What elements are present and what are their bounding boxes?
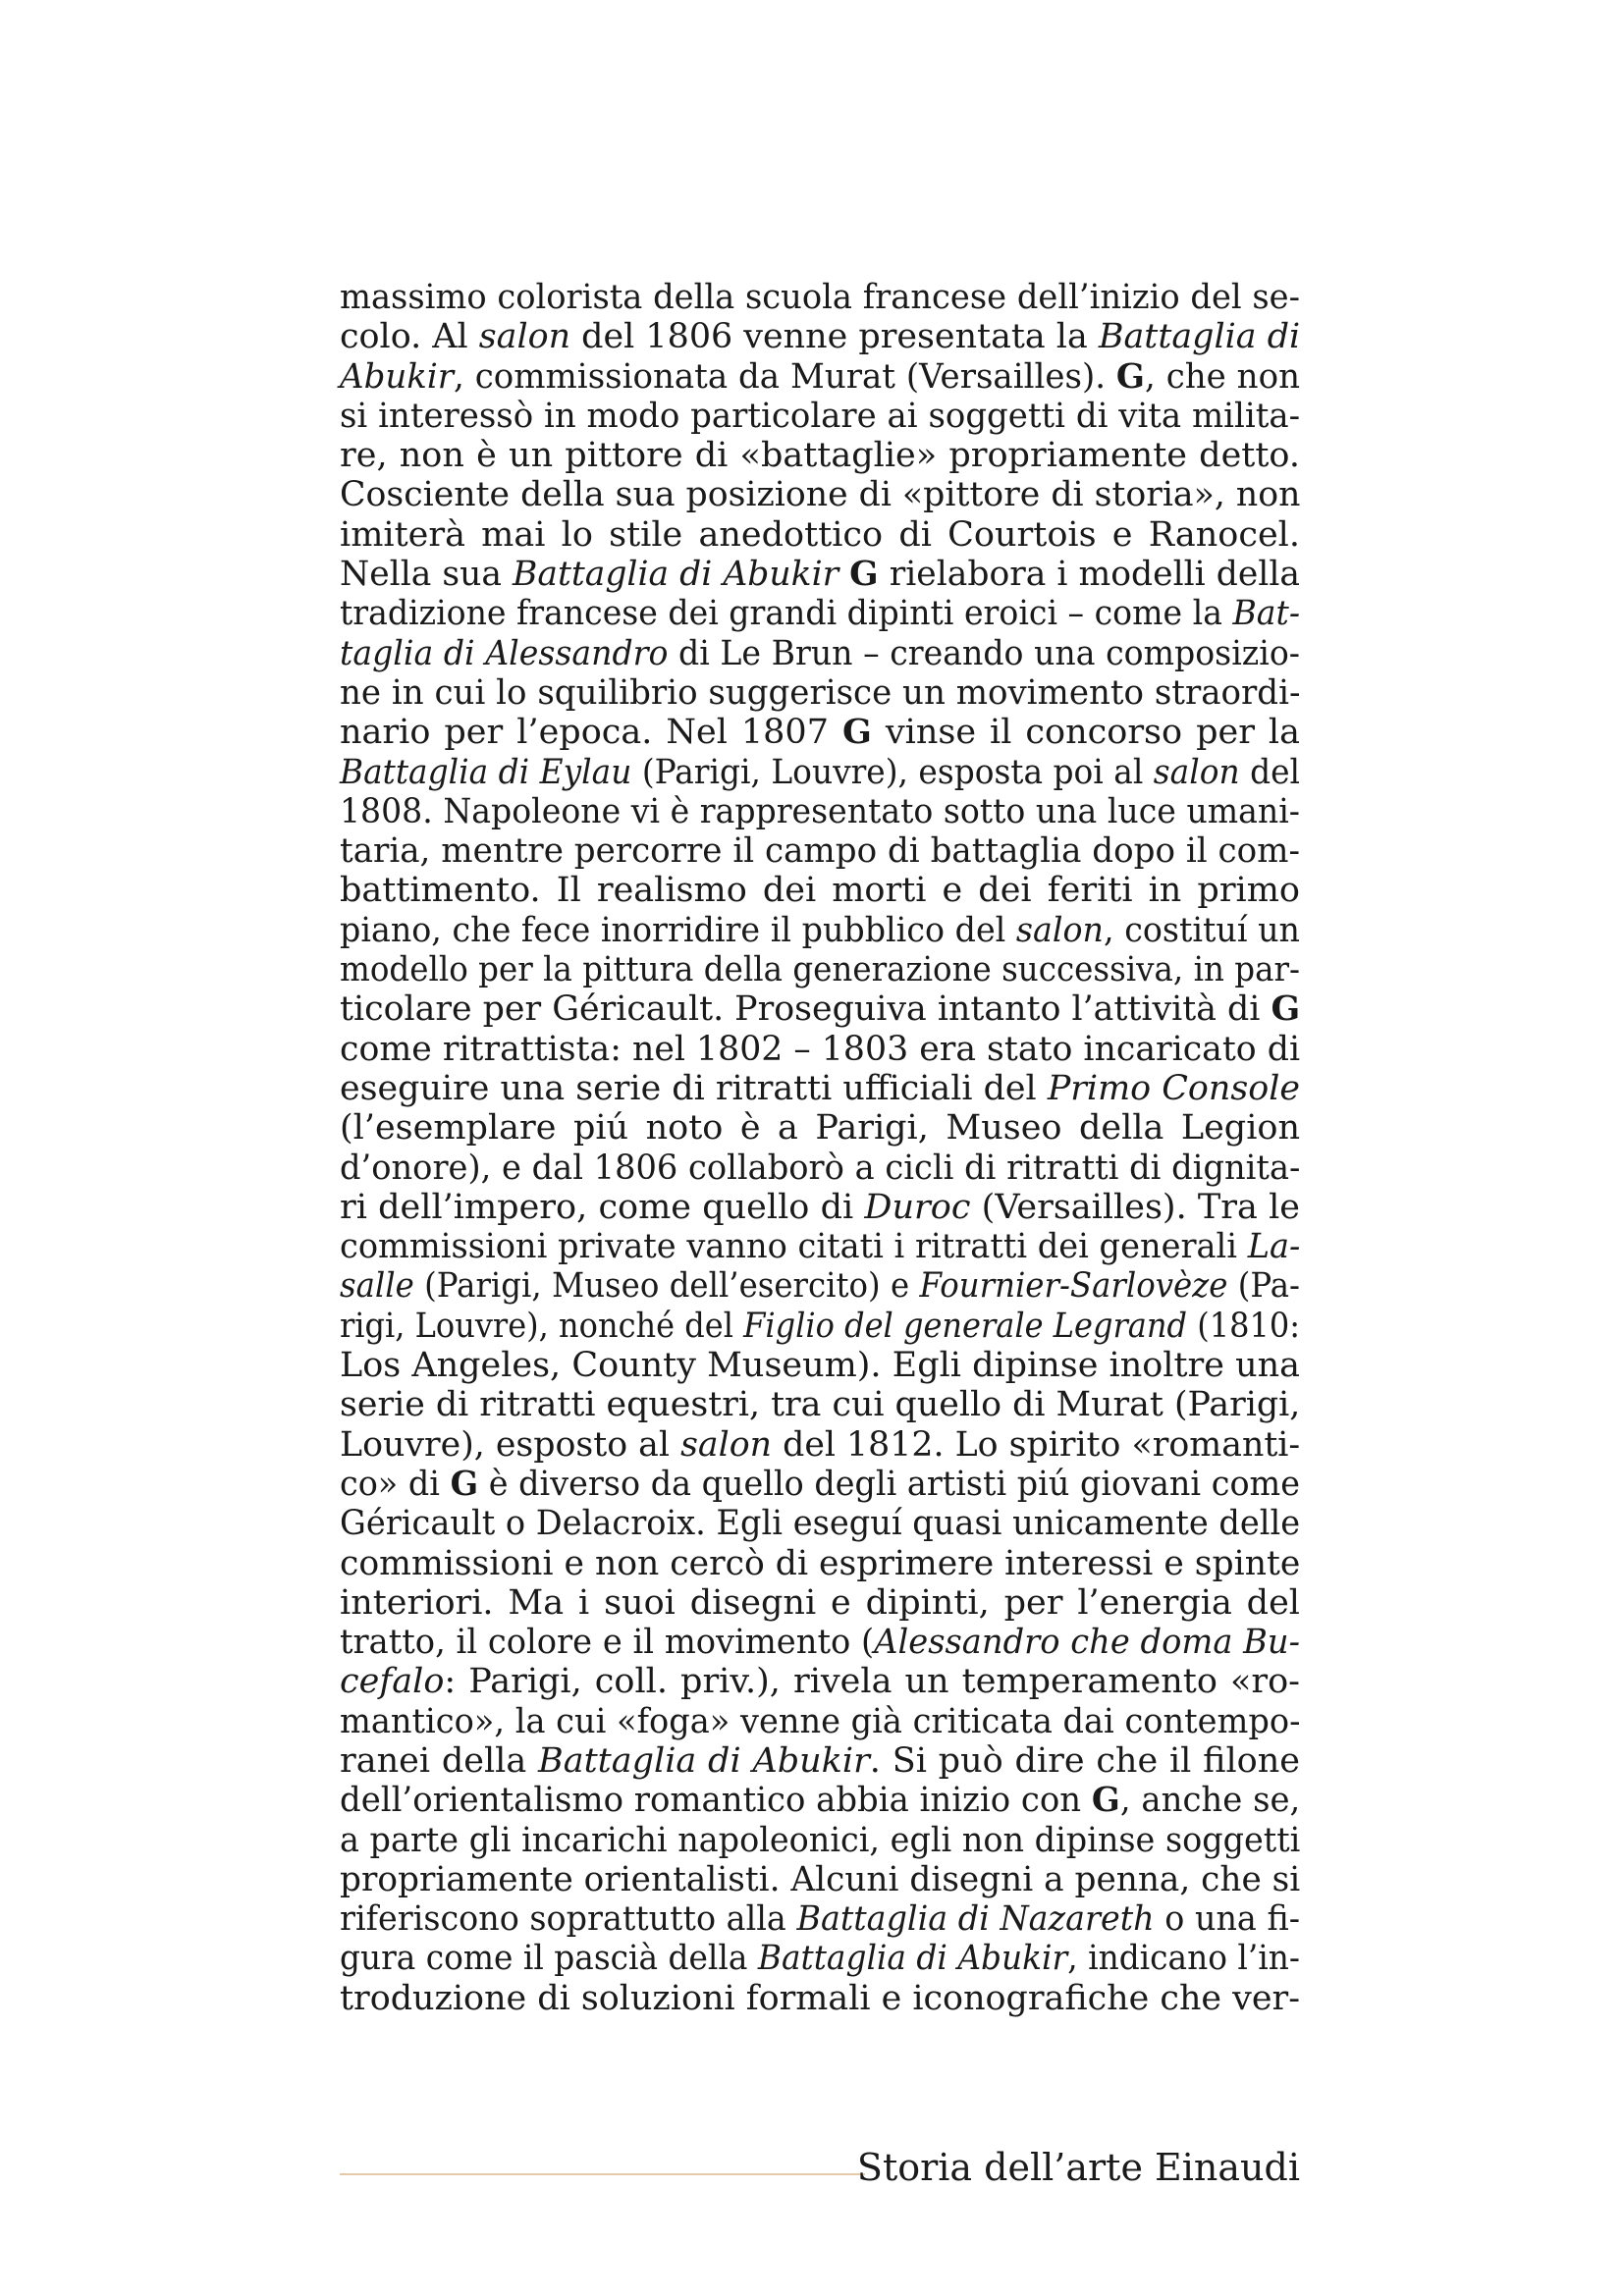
text-line xyxy=(340,436,1300,475)
text-line xyxy=(340,1662,1300,1701)
text-run: : Parigi, coll. priv.), rivela un temperamento «ro- xyxy=(444,1662,1300,1702)
text-run: si interessò in modo particolare ai soggetti di vita milita- xyxy=(340,396,1301,436)
text-run: del 1812. Lo spirito «romanti- xyxy=(772,1424,1301,1465)
text-line xyxy=(340,673,1300,713)
italic-text: Battaglia di Eylau xyxy=(340,752,632,792)
text-line xyxy=(340,1030,1300,1069)
text-line xyxy=(340,1108,1300,1148)
text-line xyxy=(340,1860,1300,1899)
text-run: , anche se, xyxy=(1119,1781,1301,1821)
text-line xyxy=(340,1899,1300,1939)
footer-rule xyxy=(340,2173,865,2175)
text-line xyxy=(340,989,1300,1029)
text-run: ne in cui lo squilibrio suggerisce un movimento straordi- xyxy=(340,672,1301,713)
text-run: eseguire una serie di ritratti ufficiali del xyxy=(340,1068,1048,1108)
italic-text: La- xyxy=(1247,1227,1301,1267)
text-run: colo. Al xyxy=(340,317,479,357)
italic-text: Battaglia di Abukir xyxy=(538,1740,870,1781)
text-run: a parte gli incarichi napoleonici, egli non dipinse soggetti xyxy=(340,1820,1301,1860)
text-run xyxy=(839,555,849,594)
text-line xyxy=(340,1979,1300,2018)
text-run: di Le Brun – creando una composizio- xyxy=(668,633,1300,673)
text-run: . Si può dire che il filone xyxy=(869,1740,1301,1781)
italic-text: Alessandro che doma Bu- xyxy=(874,1623,1301,1663)
text-line xyxy=(340,1939,1300,1978)
text-line xyxy=(340,555,1300,594)
text-line xyxy=(340,1266,1300,1306)
text-run: riferiscono soprattutto alla xyxy=(340,1899,797,1940)
text-line xyxy=(340,792,1300,831)
text-line xyxy=(340,911,1300,950)
italic-text: salle xyxy=(340,1266,414,1307)
text-line xyxy=(340,713,1300,752)
italic-text: Battaglia di Nazareth xyxy=(796,1899,1155,1940)
bold-text: G xyxy=(1115,355,1145,397)
text-line xyxy=(340,1307,1300,1346)
text-line xyxy=(340,317,1300,356)
text-run: tradizione francese dei grandi dipinti eroici – come la xyxy=(340,594,1233,634)
text-run: gura come il pascià della xyxy=(340,1939,758,1979)
text-line xyxy=(340,1188,1300,1227)
text-line xyxy=(340,1544,1300,1583)
text-run: (1810: xyxy=(1187,1306,1300,1346)
text-line xyxy=(340,1623,1300,1662)
bold-text: G xyxy=(1271,988,1301,1030)
text-line xyxy=(340,397,1300,436)
text-run: (l’esemplare piú noto è a Parigi, Museo della Legion xyxy=(340,1108,1300,1148)
italic-text: Bat- xyxy=(1232,594,1301,634)
text-run: vinse il concorso per la xyxy=(871,713,1300,753)
text-line xyxy=(340,1385,1300,1424)
text-run: Géricault o Delacroix. Egli eseguí quasi unicamente delle xyxy=(340,1504,1301,1544)
text-run: massimo colorista della scuola francese dell’inizio del se- xyxy=(340,278,1300,317)
text-run: del xyxy=(1239,752,1301,792)
italic-text: Primo Console xyxy=(1047,1068,1300,1108)
text-run: rigi, Louvre), nonché del xyxy=(340,1306,744,1346)
text-run: co» di xyxy=(340,1464,451,1504)
text-line xyxy=(340,831,1300,871)
text-run: (Pa- xyxy=(1227,1266,1300,1307)
text-run: dell’orientalismo romantico abbia inizio con xyxy=(340,1781,1092,1821)
text-run: 1808. Napoleone vi è rappresentato sotto una luce umani- xyxy=(340,791,1300,831)
text-run: è diverso da quello degli artisti piú giovani come xyxy=(478,1464,1300,1504)
text-line xyxy=(340,1741,1300,1781)
text-run: , che non xyxy=(1144,356,1300,397)
text-line xyxy=(340,1583,1300,1623)
text-run: (Parigi, Museo dell’esercito) e xyxy=(413,1266,920,1307)
italic-text: Duroc xyxy=(864,1187,971,1227)
text-line xyxy=(340,357,1300,397)
body-text xyxy=(340,278,1300,2018)
text-run: commissioni private vanno citati i ritratti dei generali xyxy=(340,1227,1248,1267)
text-line xyxy=(340,871,1300,910)
text-run: troduzione di soluzioni formali e iconografiche che ver- xyxy=(340,1978,1300,2018)
text-run: battimento. Il realismo dei morti e dei feriti in primo xyxy=(340,871,1300,911)
text-run: mantico», la cui «foga» venne già criticata dai contempo- xyxy=(340,1701,1301,1741)
text-run: imiterà mai lo stile anedottico di Courtois e Ranocel. xyxy=(340,514,1300,555)
text-line xyxy=(340,1069,1300,1108)
text-line xyxy=(340,594,1300,633)
footer-title: Storia dell’arte Einaudi xyxy=(856,2146,1300,2189)
text-run: , commissionata da Murat (Versailles). xyxy=(454,356,1116,397)
text-line xyxy=(340,1465,1300,1504)
text-line xyxy=(340,1504,1300,1543)
text-line xyxy=(340,1425,1300,1465)
text-run: (Versailles). Tra le xyxy=(970,1187,1300,1227)
text-line xyxy=(340,475,1300,514)
text-run: o una fi- xyxy=(1154,1899,1300,1940)
text-run: ranei della xyxy=(340,1740,539,1781)
text-run: propriamente orientalisti. Alcuni disegni a penna, che si xyxy=(340,1859,1301,1899)
italic-text: taglia di Alessandro xyxy=(340,633,669,673)
italic-text: salon xyxy=(478,317,571,357)
text-line xyxy=(340,1346,1300,1385)
text-line xyxy=(340,1148,1300,1188)
text-line xyxy=(340,1821,1300,1860)
text-run: Louvre), esposto al xyxy=(340,1424,681,1465)
text-run: (Parigi, Louvre), esposta poi al xyxy=(631,752,1154,792)
text-line xyxy=(340,1702,1300,1741)
text-run: d’onore), e dal 1806 collaborò a cicli di ritratti di dignita- xyxy=(340,1148,1301,1188)
text-line xyxy=(340,1227,1300,1266)
text-run: Nella sua xyxy=(340,555,513,595)
text-run: rielabora i modelli della xyxy=(878,555,1300,595)
text-run: ticolare per Géricault. Proseguiva intanto l’attività di xyxy=(340,989,1271,1030)
italic-text: salon xyxy=(680,1424,773,1465)
text-run: modello per la pittura della generazione successiva, in par- xyxy=(340,950,1300,990)
text-run: tratto, il colore e il movimento ( xyxy=(340,1623,875,1663)
bold-text: G xyxy=(841,712,872,753)
text-run: Cosciente della sua posizione di «pittore di storia», non xyxy=(340,475,1301,515)
italic-text: Fournier-Sarlovèze xyxy=(919,1266,1228,1307)
bold-text: G xyxy=(1091,1780,1120,1821)
text-run: interiori. Ma i suoi disegni e dipinti, per l’energia del xyxy=(340,1582,1300,1623)
text-run: piano, che fece inorridire il pubblico del xyxy=(340,910,1016,950)
text-run: , costituí un xyxy=(1104,910,1300,950)
italic-text: Figlio del generale Legrand xyxy=(743,1306,1188,1346)
italic-text: Battaglia di Abukir xyxy=(512,555,839,595)
text-line xyxy=(340,1781,1300,1820)
text-line xyxy=(340,634,1300,673)
text-run: Los Angeles, County Museum). Egli dipinse inoltre una xyxy=(340,1346,1300,1386)
text-line xyxy=(340,515,1300,555)
bold-text: G xyxy=(450,1463,479,1504)
italic-text: salon xyxy=(1153,752,1240,792)
bold-text: G xyxy=(849,554,879,595)
italic-text: Abukir xyxy=(340,356,455,397)
text-run: commissioni e non cercò di esprimere interessi e spinte xyxy=(340,1543,1301,1583)
italic-text: Battaglia di xyxy=(1098,317,1301,357)
text-run: come ritrattista: nel 1802 – 1803 era stato incaricato di xyxy=(340,1029,1301,1069)
text-run: , indicano l’in- xyxy=(1067,1939,1300,1979)
text-run: serie di ritratti equestri, tra cui quello di Murat (Parigi, xyxy=(340,1385,1301,1425)
text-run: taria, mentre percorre il campo di battaglia dopo il com- xyxy=(340,831,1300,872)
italic-text: salon xyxy=(1015,910,1105,950)
italic-text: cefalo xyxy=(340,1662,445,1702)
text-run: re, non è un pittore di «battaglie» propriamente detto. xyxy=(340,436,1300,476)
text-run: nario per l’epoca. Nel 1807 xyxy=(340,713,842,753)
text-line xyxy=(340,753,1300,792)
text-run: del 1806 venne presentata la xyxy=(570,317,1099,357)
text-line xyxy=(340,278,1300,317)
italic-text: Battaglia di Abukir xyxy=(757,1939,1068,1979)
text-run: ri dell’impero, come quello di xyxy=(340,1187,865,1227)
text-line xyxy=(340,950,1300,989)
